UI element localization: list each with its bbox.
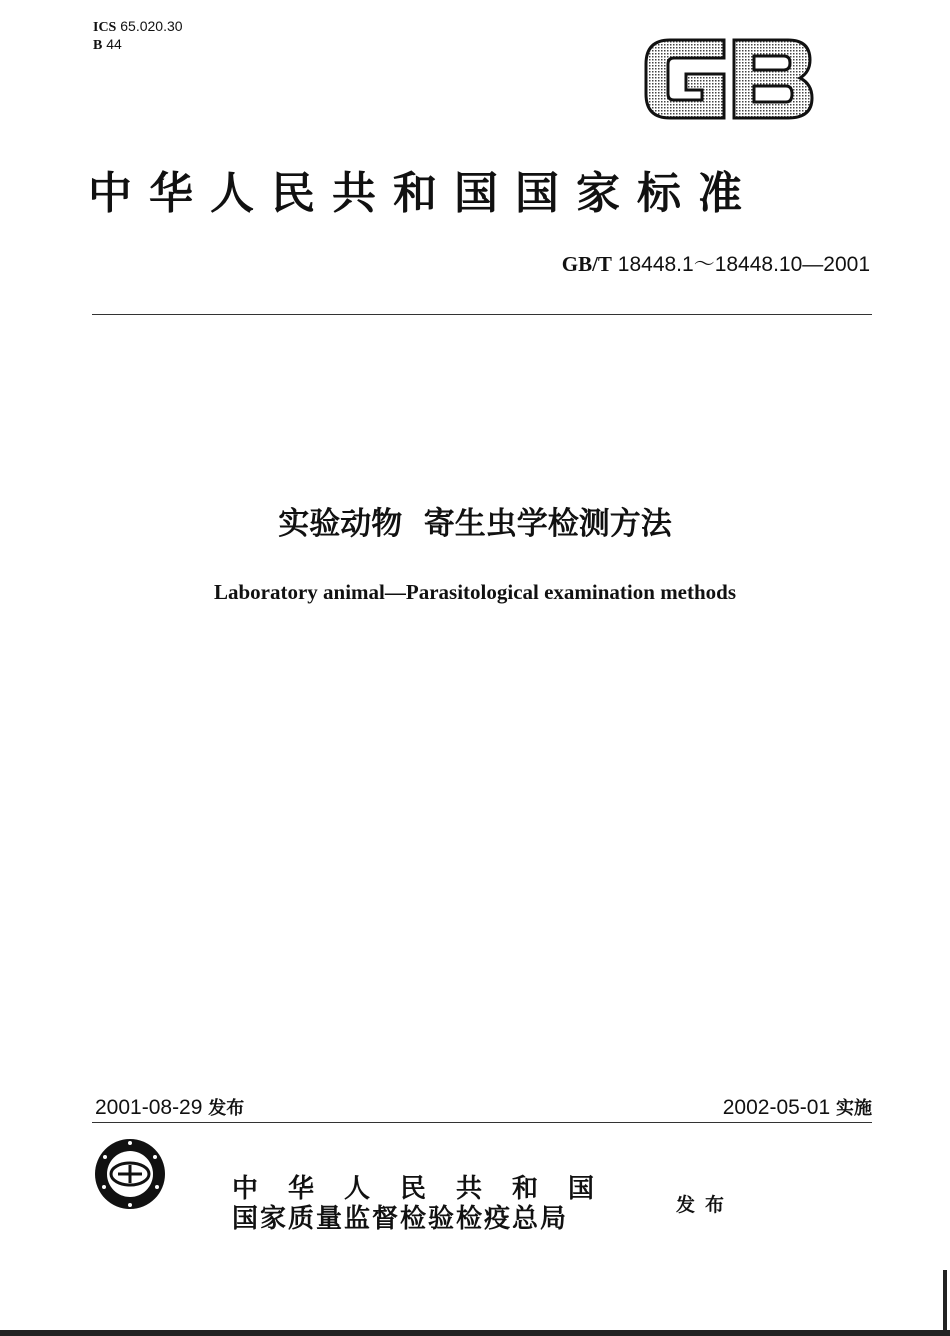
gb-logo (640, 32, 816, 124)
issue-date: 2001-08-29 发布 (95, 1096, 245, 1119)
standard-title: 中华人民共和国国家标准 (88, 168, 759, 219)
ccs-code: B 44 (93, 36, 122, 53)
standard-prefix: GB/T (561, 252, 612, 276)
publisher-line-2: 国家质量监督检验检疫总局 (232, 1204, 569, 1234)
bottom-divider (92, 1122, 872, 1123)
standard-code: 18448.1～18448.10—2001 (617, 253, 870, 276)
effective-date: 2002-05-01 实施 (722, 1096, 872, 1119)
top-divider (92, 314, 872, 315)
classification-codes (93, 18, 183, 54)
standard-number (562, 248, 870, 278)
publish-label: 发布 (676, 1194, 735, 1216)
scan-edge-bottom (0, 1330, 950, 1336)
publisher-line-1: 中华人民共和国 (232, 1174, 625, 1204)
logo-text: GB (640, 32, 642, 33)
document-title-zh: 实验动物 寄生虫学检测方法 (278, 506, 672, 542)
scan-edge-right (943, 1270, 947, 1336)
document-title-en: Laboratory animal—Parasitological examination methods (213, 580, 737, 604)
publisher-seal-icon (93, 1137, 167, 1211)
ics-code: ICS 65.020.30 (93, 18, 183, 35)
